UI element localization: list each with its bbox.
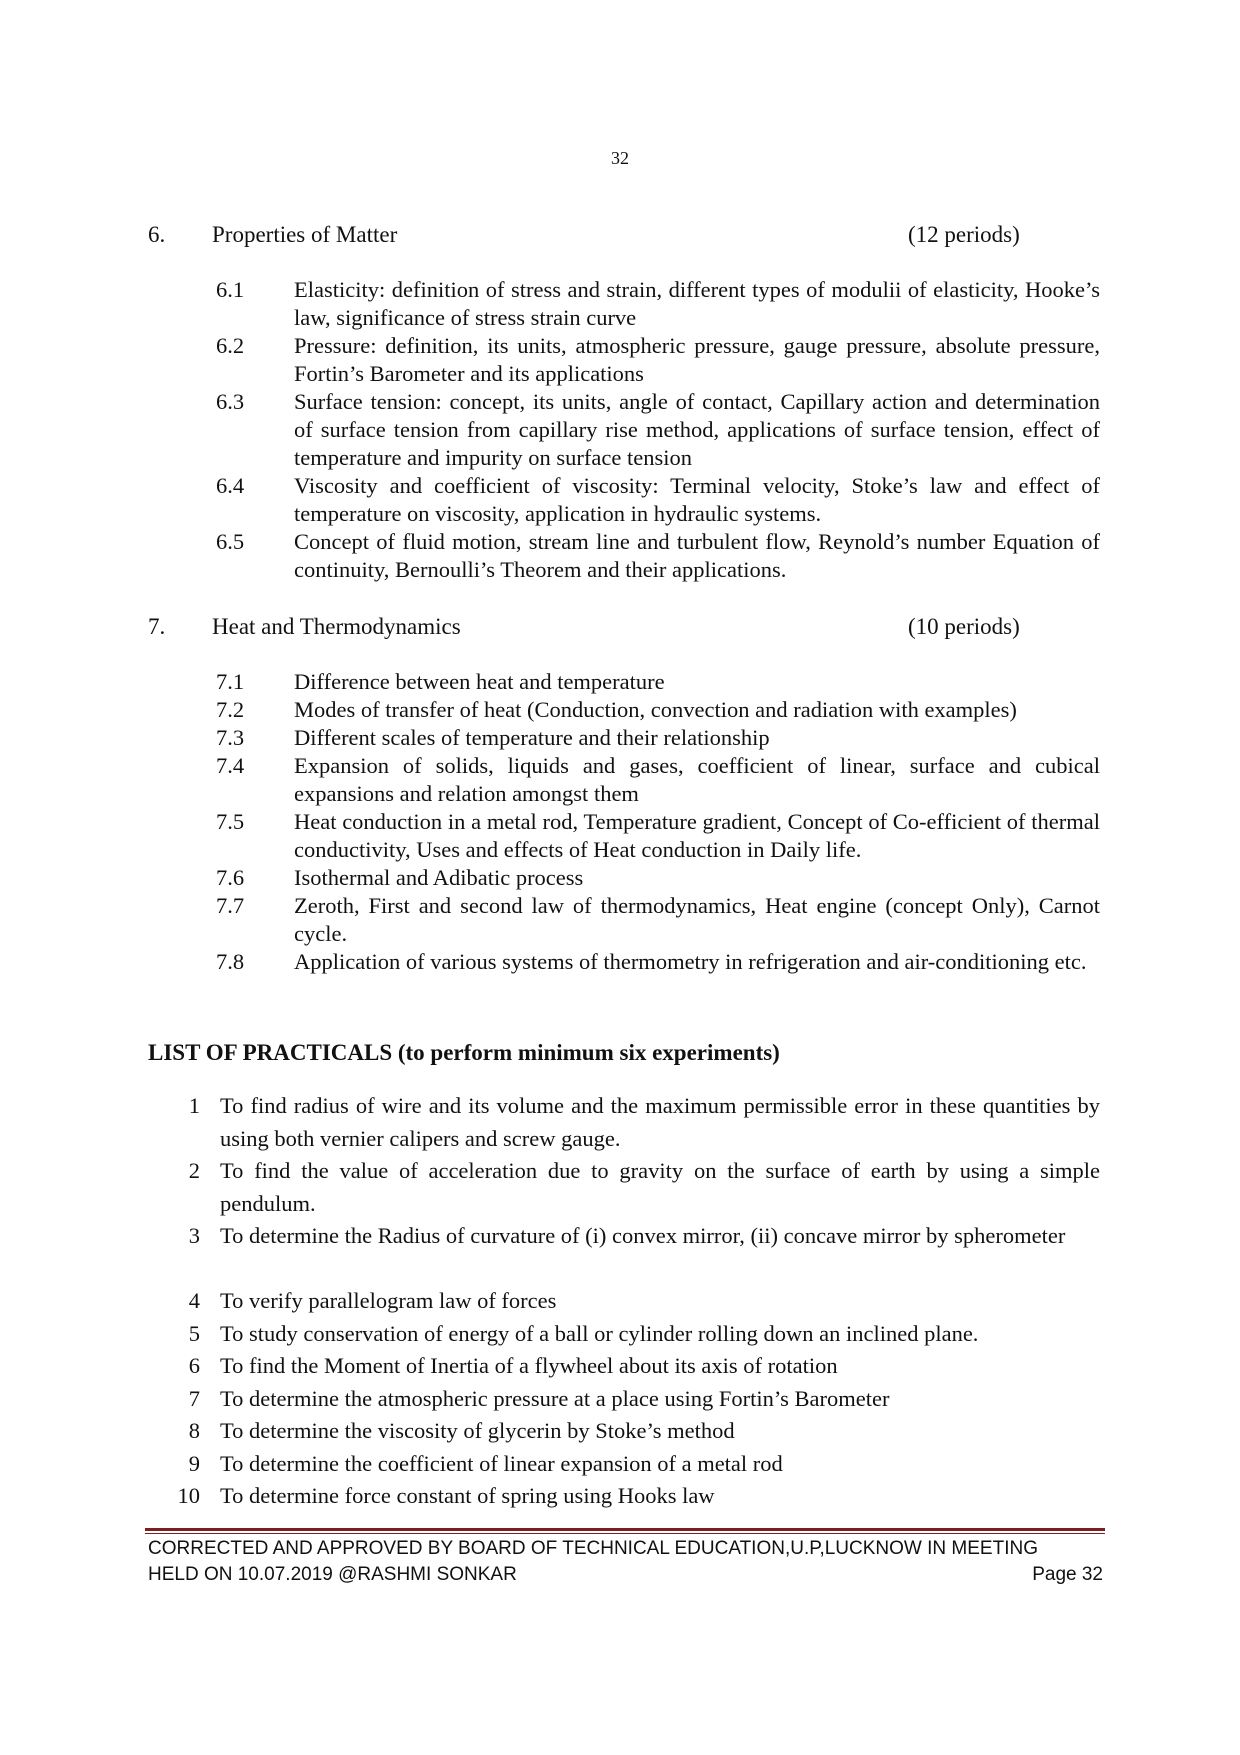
topic-number: 7.2 — [216, 697, 245, 722]
practical-text: To study conservation of energy of a ball or cylinder rolling down an inclined plane. — [220, 1321, 979, 1346]
topic-item — [216, 696, 1100, 724]
practical-number: 10 — [177, 1483, 200, 1508]
practical-item — [160, 1220, 1100, 1253]
topic-text: Modes of transfer of heat (Conduction, convection and radiation with examples) — [294, 697, 1017, 722]
topic-item — [216, 808, 1100, 864]
practical-text: To determine the coefficient of linear expansion of a metal rod — [220, 1451, 783, 1476]
topic-text: Heat conduction in a metal rod, Temperature gradient, Concept of Co-efficient of thermal conductivity, Uses and effects of Heat conduction in Daily life. — [294, 809, 1100, 862]
practical-item — [160, 1448, 1100, 1481]
section-heading-7 — [148, 614, 1028, 642]
topic-text: Zeroth, First and second law of thermodynamics, Heat engine (concept Only), Carnot cycle. — [294, 893, 1100, 946]
footer-page-label: Page 32 — [1032, 1564, 1103, 1585]
footer-meeting-line: HELD ON 10.07.2019 @RASHMI SONKAR — [148, 1564, 517, 1585]
topic-item — [216, 724, 1100, 752]
topic-number: 7.6 — [216, 865, 245, 890]
practical-text: To determine the Radius of curvature of (i) convex mirror, (ii) concave mirror by spherometer — [220, 1223, 1066, 1248]
practical-number: 9 — [188, 1451, 200, 1476]
practicals-heading: LIST OF PRACTICALS (to perform minimum six experiments) — [148, 1040, 780, 1065]
topic-text: Expansion of solids, liquids and gases, coefficient of linear, surface and cubical expansions and relation amongst them — [294, 753, 1100, 806]
practical-text: To determine the viscosity of glycerin by Stoke’s method — [220, 1418, 735, 1443]
topic-text: Different scales of temperature and their relationship — [294, 725, 770, 750]
practical-number: 4 — [188, 1288, 200, 1313]
practical-item — [160, 1155, 1100, 1220]
topic-item — [216, 668, 1100, 696]
topic-text: Viscosity and coefficient of viscosity: Terminal velocity, Stoke’s law and effect of temperature on viscosity, application in hydraulic systems. — [294, 473, 1100, 526]
topic-number: 6.4 — [216, 473, 245, 498]
practical-number: 6 — [188, 1353, 200, 1378]
practical-item — [160, 1350, 1100, 1383]
section-heading-6 — [148, 222, 1028, 250]
topic-number: 7.3 — [216, 725, 245, 750]
page-number: 32 — [611, 148, 629, 168]
footer-approval-line: CORRECTED AND APPROVED BY BOARD OF TECHNICAL EDUCATION,U.P,LUCKNOW IN MEETING — [148, 1538, 1038, 1559]
practical-item — [160, 1285, 1100, 1318]
practical-text: To determine the atmospheric pressure at a place using Fortin’s Barometer — [220, 1386, 890, 1411]
section-title: Properties of Matter — [212, 222, 398, 247]
section-number: 7. — [148, 614, 166, 639]
topic-item — [216, 276, 1100, 332]
topic-text: Surface tension: concept, its units, angle of contact, Capillary action and determination of surface tension from capillary rise method, applications of surface tension, effect of temperature and impurity on surface tension — [294, 389, 1100, 470]
topic-number: 7.5 — [216, 809, 245, 834]
topic-text: Elasticity: definition of stress and strain, different types of modulii of elasticity, Hooke’s law, significance of stress strain curve — [294, 277, 1100, 330]
practical-number: 2 — [188, 1158, 200, 1183]
practical-text: To find the Moment of Inertia of a flywheel about its axis of rotation — [220, 1353, 838, 1378]
footer-divider — [145, 1528, 1105, 1531]
topic-text: Concept of fluid motion, stream line and turbulent flow, Reynold’s number Equation of continuity, Bernoulli’s Theorem and their applications. — [294, 529, 1100, 582]
topic-text: Application of various systems of thermometry in refrigeration and air-conditioning etc. — [294, 949, 1087, 974]
practical-item — [160, 1318, 1100, 1351]
practical-text: To determine force constant of spring using Hooks law — [220, 1483, 715, 1508]
topic-number: 7.1 — [216, 669, 245, 694]
topic-number: 7.8 — [216, 949, 245, 974]
practical-number: 1 — [188, 1093, 200, 1118]
practical-number: 8 — [188, 1418, 200, 1443]
section-title: Heat and Thermodynamics — [212, 614, 461, 639]
practical-text: To find the value of acceleration due to gravity on the surface of earth by using a simple pendulum. — [220, 1158, 1100, 1216]
topic-number: 7.7 — [216, 893, 245, 918]
topic-text: Pressure: definition, its units, atmospheric pressure, gauge pressure, absolute pressure, Fortin’s Barometer and its applications — [294, 333, 1100, 386]
topic-item — [216, 472, 1100, 528]
topic-item — [216, 892, 1100, 948]
topic-item — [216, 388, 1100, 472]
footer-divider-thin — [145, 1533, 1105, 1534]
practical-text: To verify parallelogram law of forces — [220, 1288, 557, 1313]
topic-item — [216, 332, 1100, 388]
practical-item — [160, 1090, 1100, 1155]
topic-text: Isothermal and Adibatic process — [294, 865, 584, 890]
topic-number: 6.5 — [216, 529, 245, 554]
topic-number: 6.1 — [216, 277, 245, 302]
topic-item — [216, 864, 1100, 892]
topic-number: 6.3 — [216, 389, 245, 414]
topic-item — [216, 948, 1100, 976]
practical-number: 5 — [188, 1321, 200, 1346]
topic-text: Difference between heat and temperature — [294, 669, 665, 694]
practical-text: To find radius of wire and its volume and the maximum permissible error in these quantities by using both vernier calipers and screw gauge. — [220, 1093, 1100, 1151]
topic-number: 7.4 — [216, 753, 245, 778]
section-periods: (10 periods) — [908, 614, 1020, 639]
practical-number: 7 — [188, 1386, 200, 1411]
section-number: 6. — [148, 222, 166, 247]
practical-item — [160, 1383, 1100, 1416]
topic-item — [216, 528, 1100, 584]
practical-number: 3 — [188, 1223, 200, 1248]
topic-item — [216, 752, 1100, 808]
practical-item — [160, 1480, 1100, 1513]
topic-number: 6.2 — [216, 333, 245, 358]
practical-item — [160, 1415, 1100, 1448]
section-periods: (12 periods) — [908, 222, 1020, 247]
